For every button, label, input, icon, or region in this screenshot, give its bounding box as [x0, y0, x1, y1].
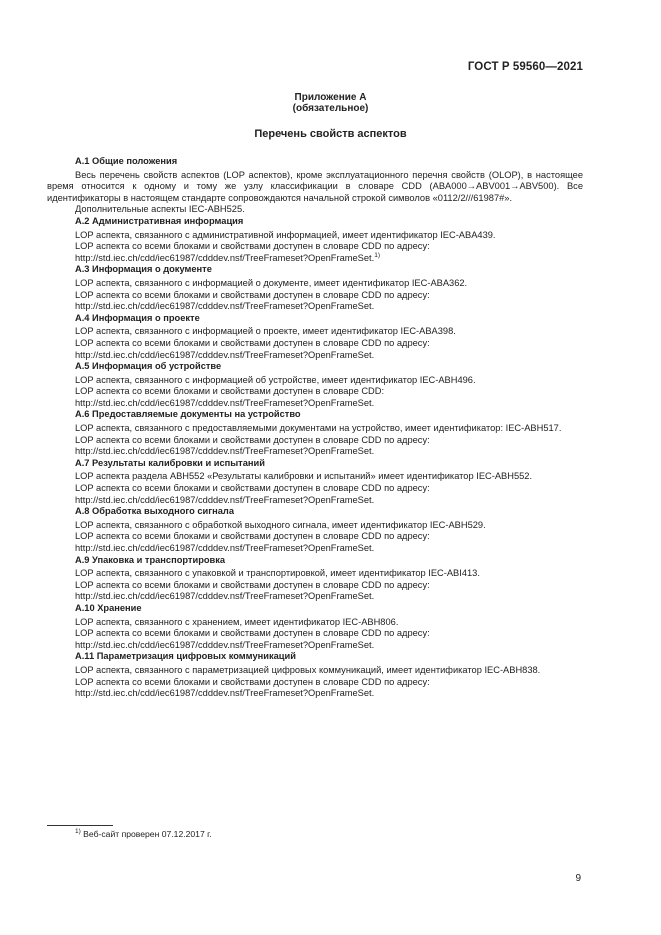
section-paragraph: Весь перечень свойств аспектов (LOP аспектов), кроме эксплуатационного перечня свойств (OLOP), в настоящее время относится к одному и тому же узлу классификации в словаре CDD (ABA000→ABV001→ABV500). Все идентификаторы в настоящем стандарте сопровождаются начальной строкой символов «0112/2///61987#».: [47, 169, 583, 203]
section-title: А.3 Информация о документе: [75, 264, 212, 275]
section-url: http://std.iec.ch/cdd/iec61987/cdddev.nsf/TreeFrameset?OpenFrameSet.: [75, 543, 375, 553]
section-title: А.6 Предоставляемые документы на устройство: [75, 409, 301, 420]
section-url-line: [47, 253, 583, 265]
section-url: http://std.iec.ch/cdd/iec61987/cdddev.nsf/TreeFrameset?OpenFrameSet.: [75, 688, 375, 699]
section-line-identifier: LOP аспекта, связанного с упаковкой и транспортировкой, имеет идентификатор IEC-ABI413.: [75, 568, 480, 579]
footnote-ref: 1): [374, 251, 380, 259]
section-line-identifier: LOP аспекта, связанного с информацией об устройстве, имеет идентификатор IEC-ABH496.: [75, 374, 476, 385]
section-title: А.8 Обработка выходного сигнала: [75, 506, 235, 517]
section-line-identifier: LOP аспекта, связанного с информацией о документе, имеет идентификатор IEC-ABA362.: [75, 277, 468, 288]
section-line-availability: LOP аспекта со всеми блоками и свойствами доступен в словаре CDD:: [75, 386, 385, 397]
footnote: [75, 829, 212, 839]
section-line-identifier: LOP аспекта, связанного с хранением, имеет идентификатор IEC-ABH806.: [75, 616, 399, 627]
section-a3: [47, 264, 583, 312]
section-line-availability: LOP аспекта со всеми блоками и свойствами доступен в словаре CDD по адресу:: [75, 676, 430, 687]
section-title: А.11 Параметризация цифровых коммуникаций: [75, 651, 296, 662]
section-title: А.4 Информация о проекте: [75, 312, 200, 323]
section-line-availability: LOP аспекта со всеми блоками и свойствами доступен в словаре CDD по адресу:: [75, 337, 430, 348]
section-a7: [47, 458, 583, 506]
footnote-text: Веб-сайт проверен 07.12.2017 г.: [83, 829, 212, 839]
section-line-availability: LOP аспекта со всеми блоками и свойствами доступен в словаре CDD по адресу:: [75, 579, 430, 590]
section-a4: [47, 313, 583, 361]
section-url: http://std.iec.ch/cdd/iec61987/cdddev.nsf/TreeFrameset?OpenFrameSet.: [75, 639, 375, 650]
section-line-availability: LOP аспекта со всеми блоками и свойствами доступен в словаре CDD по адресу:: [75, 483, 430, 494]
section-line-availability: LOP аспекта со всеми блоками и свойствами доступен в словаре CDD по адресу:: [75, 531, 430, 542]
section-url: http://std.iec.ch/cdd/iec61987/cdddev.nsf/TreeFrameset?OpenFrameSet.: [75, 591, 375, 602]
section-a6: [47, 409, 583, 457]
section-line-identifier: LOP аспекта, связанного с информацией о проекте, имеет идентификатор IEC-ABA398.: [75, 326, 456, 337]
footnote-separator: [47, 825, 113, 826]
annex-note: (обязательное): [292, 103, 369, 114]
section-url: http://std.iec.ch/cdd/iec61987/cdddev.nsf/TreeFrameset?OpenFrameSet.: [75, 446, 375, 457]
annex-title: Приложение А: [294, 92, 367, 103]
footnote-mark: 1): [75, 828, 81, 836]
section-line-identifier: LOP аспекта, связанного с предоставляемыми документами на устройство, имеет идентификатор: IEC-ABH517.: [75, 423, 562, 434]
section-line-identifier: LOP аспекта раздела ABH552 «Результаты калибровки и испытаний» имеет идентификатор IEC-ABH552.: [75, 471, 533, 482]
section-line-identifier: LOP аспекта, связанного с обработкой выходного сигнала, имеет идентификатор IEC-ABH529.: [75, 519, 486, 530]
list-title: Перечень свойств аспектов: [254, 128, 407, 140]
section-a10: [47, 603, 583, 651]
section-line-availability: LOP аспекта со всеми блоками и свойствами доступен в словаре CDD по адресу:: [75, 241, 430, 252]
section-a2: [47, 216, 583, 264]
section-line-identifier: LOP аспекта, связанного с параметризацией цифровых коммуникаций, имеет идентификатор IEC-ABH838.: [75, 664, 541, 675]
section-title: А.7 Результаты калибровки и испытаний: [75, 457, 265, 468]
section-url: http://std.iec.ch/cdd/iec61987/cdddev.nsf/TreeFrameset?OpenFrameSet.: [75, 349, 375, 360]
section-url: http://std.iec.ch/cdd/iec61987/cdddev.nsf/TreeFrameset?OpenFrameSet.: [75, 397, 375, 408]
section-a5: [47, 361, 583, 409]
section-title: А.10 Хранение: [75, 602, 142, 613]
page-number: 9: [575, 873, 581, 884]
document-body: [47, 156, 583, 700]
section-title: А.1 Общие положения: [75, 156, 178, 166]
section-a8: [47, 506, 583, 554]
section-line-identifier: LOP аспекта, связанного с административной информацией, имеет идентификатор IEC-ABA439.: [75, 229, 496, 240]
section-url: http://std.iec.ch/cdd/iec61987/cdddev.nsf/TreeFrameset?OpenFrameSet.: [75, 494, 375, 505]
section-url: http://std.iec.ch/cdd/iec61987/cdddev.nsf/TreeFrameset?OpenFrameSet.: [75, 301, 375, 312]
section-a11: [47, 651, 583, 699]
section-url: http://std.iec.ch/cdd/iec61987/cdddev.nsf/TreeFrameset?OpenFrameSet.: [75, 252, 375, 263]
section-line-availability: LOP аспекта со всеми блоками и свойствами доступен в словаре CDD по адресу:: [75, 628, 430, 639]
section-a1: [47, 156, 583, 216]
section-title: А.2 Административная информация: [75, 215, 244, 226]
section-a9: [47, 555, 583, 603]
section-line-availability: LOP аспекта со всеми блоками и свойствами доступен в словаре CDD по адресу:: [75, 289, 430, 300]
standard-code: ГОСТ Р 59560—2021: [467, 61, 583, 73]
section-title: А.9 Упаковка и транспортировка: [75, 554, 226, 565]
section-line-availability: LOP аспекта со всеми блоками и свойствами доступен в словаре CDD по адресу:: [75, 434, 430, 445]
section-extra: Дополнительные аспекты IEC-ABH525.: [75, 204, 245, 215]
section-title: А.5 Информация об устройстве: [75, 361, 222, 372]
